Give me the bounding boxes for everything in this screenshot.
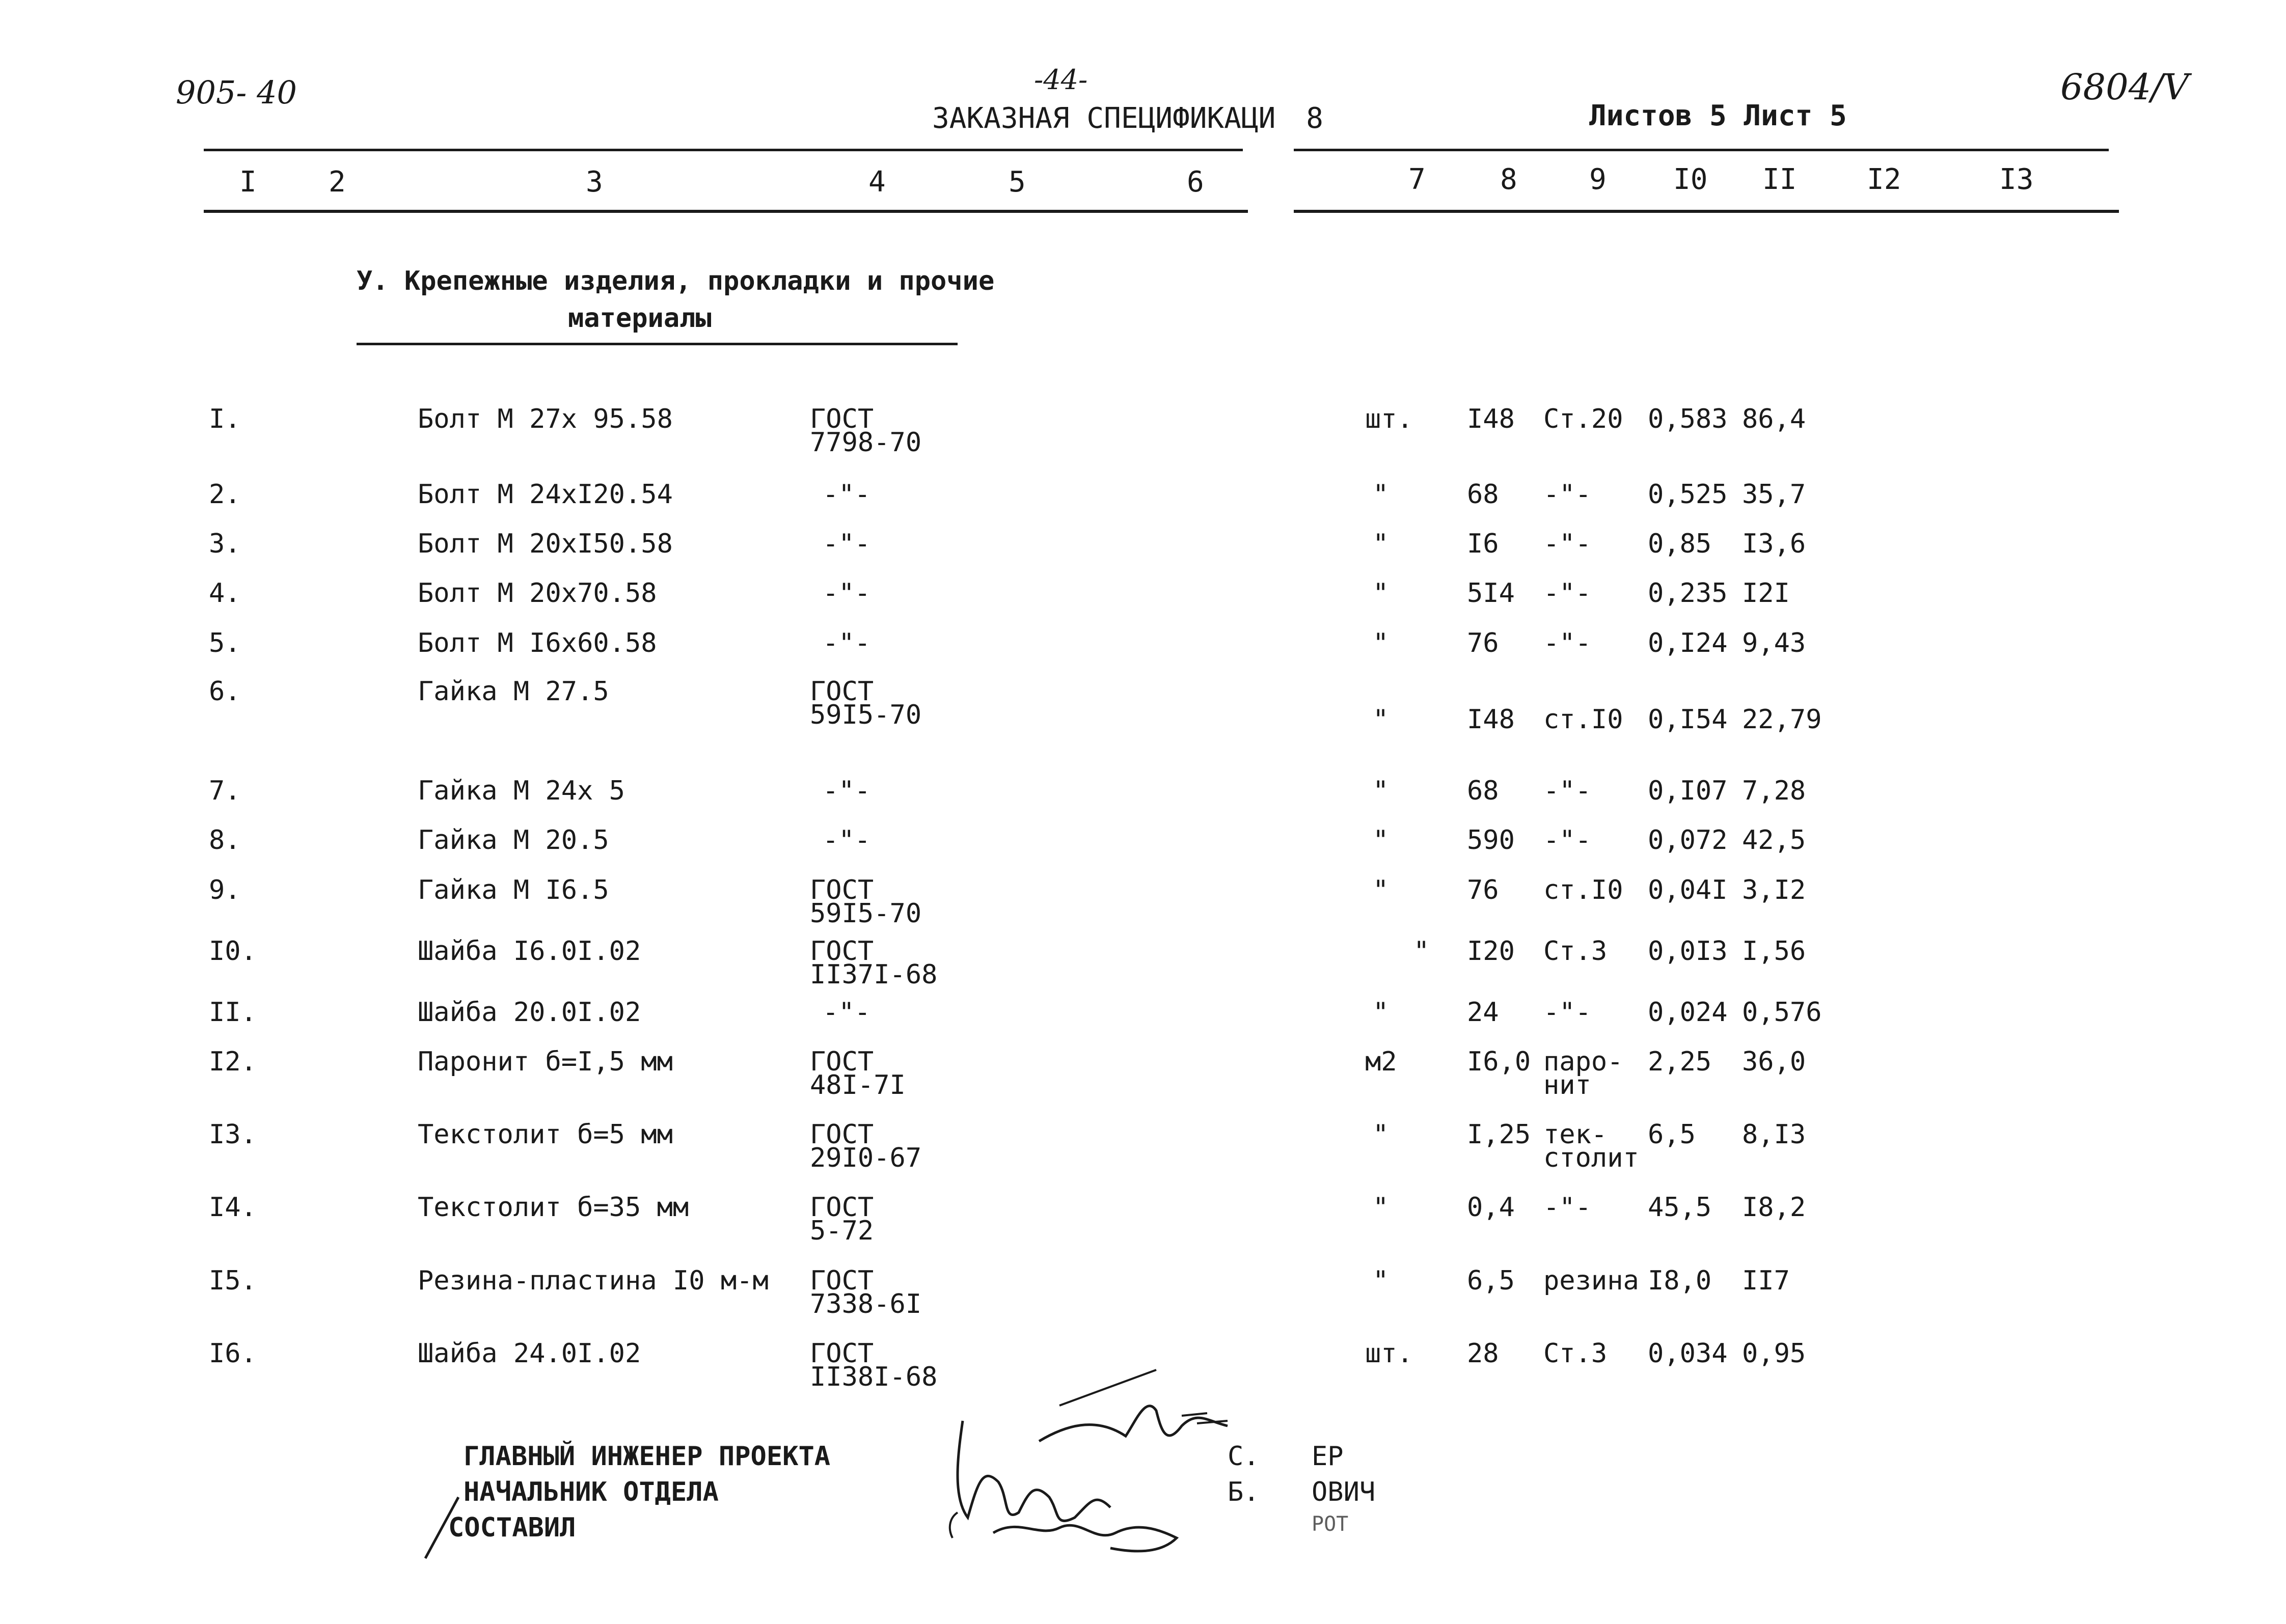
row-number: II.: [209, 997, 257, 1028]
signature-surname: ЕР: [1312, 1441, 1344, 1472]
unit: ": [1373, 1119, 1389, 1150]
unit-weight: 0,85: [1648, 529, 1712, 559]
total-weight: 9,43: [1742, 628, 1806, 658]
header-rule-bottom-left: [204, 210, 1248, 213]
unit: ": [1373, 479, 1389, 510]
total-weight: I2I: [1742, 578, 1790, 609]
item-name: Гайка М 24х 5: [418, 776, 625, 806]
unit-weight: 0,583: [1648, 404, 1728, 434]
header-rule-bottom-right: [1294, 210, 2119, 213]
item-name: Болт М 20хI50.58: [418, 529, 673, 559]
quantity: I48: [1467, 704, 1515, 735]
material: паро-: [1543, 1047, 1623, 1077]
row-number: I2.: [209, 1047, 257, 1077]
unit-weight: 0,235: [1648, 578, 1728, 609]
standard-ref: -"-: [823, 997, 870, 1028]
unit-weight: 6,5: [1648, 1119, 1696, 1150]
quantity: I6,0: [1467, 1047, 1531, 1077]
total-weight: 42,5: [1742, 825, 1806, 856]
item-name: Шайба I6.0I.02: [418, 936, 641, 967]
material: -"-: [1543, 479, 1591, 510]
standard-ref: 48I-7I: [810, 1070, 906, 1100]
item-name: Болт М 20х70.58: [418, 578, 657, 609]
unit: ": [1413, 936, 1430, 967]
unit: ": [1373, 1192, 1389, 1223]
signature-role: НАЧАЛЬНИК ОТДЕЛА: [464, 1477, 719, 1507]
unit: шт.: [1365, 404, 1413, 434]
standard-ref: II38I-68: [810, 1362, 938, 1392]
material: -"-: [1543, 628, 1591, 658]
item-name: Шайба 24.0I.02: [418, 1338, 641, 1369]
quantity: I,25: [1467, 1119, 1531, 1150]
signature-surname: ОВИЧ: [1312, 1477, 1376, 1507]
column-number: 2: [329, 166, 346, 199]
unit-weight: 0,I07: [1648, 776, 1728, 806]
item-name: Болт М I6х60.58: [418, 628, 657, 658]
item-name: Паронит б=I,5 мм: [418, 1047, 673, 1077]
row-number: 5.: [209, 628, 241, 658]
unit: ": [1373, 578, 1389, 609]
quantity: 5I4: [1467, 578, 1515, 609]
material: -"-: [1543, 1192, 1591, 1223]
row-number: 2.: [209, 479, 241, 510]
quantity: I48: [1467, 404, 1515, 434]
slash-mark: [418, 1492, 464, 1563]
unit: ": [1373, 825, 1389, 856]
total-weight: 35,7: [1742, 479, 1806, 510]
standard-ref: 29I0-67: [810, 1143, 922, 1173]
unit: ": [1373, 875, 1389, 905]
row-number: I4.: [209, 1192, 257, 1223]
signature-initial: С.: [1228, 1441, 1260, 1472]
standard-ref: II37I-68: [810, 959, 938, 990]
total-weight: 3,I2: [1742, 875, 1806, 905]
standard-ref: 59I5-70: [810, 700, 922, 730]
item-name: Гайка М 20.5: [418, 825, 609, 856]
unit-weight: 45,5: [1648, 1192, 1712, 1223]
section-title-continuation: материалы: [568, 303, 712, 334]
row-number: 7.: [209, 776, 241, 806]
item-name: Шайба 20.0I.02: [418, 997, 641, 1028]
row-number: 9.: [209, 875, 241, 905]
item-name: Гайка М 27.5: [418, 676, 609, 707]
total-weight: I,56: [1742, 936, 1806, 967]
row-number: I6.: [209, 1338, 257, 1369]
header-rule-top-left: [204, 149, 1243, 151]
standard-ref: ГОСТ: [810, 1265, 874, 1296]
standard-ref: ГОСТ: [810, 676, 874, 707]
row-number: I.: [209, 404, 241, 434]
total-weight: 7,28: [1742, 776, 1806, 806]
quantity: 28: [1467, 1338, 1499, 1369]
section-title: У. Крепежные изделия, прокладки и прочие: [357, 266, 995, 296]
material: ст.I0: [1543, 704, 1623, 735]
total-weight: 22,79: [1742, 704, 1822, 735]
column-number: I3: [1999, 163, 2034, 196]
quantity: 24: [1467, 997, 1499, 1028]
column-number: 9: [1589, 163, 1607, 196]
column-number: I0: [1673, 163, 1708, 196]
row-number: 6.: [209, 676, 241, 707]
signature-surname: РОТ: [1312, 1512, 1349, 1536]
sheets-label: Листов 5 Лист 5: [1589, 99, 1847, 132]
unit-weight: 0,072: [1648, 825, 1728, 856]
column-number: I: [239, 166, 257, 199]
material: Ст.20: [1543, 404, 1623, 434]
material: -"-: [1543, 529, 1591, 559]
standard-ref: ГОСТ: [810, 1047, 874, 1077]
item-name: Болт М 24хI20.54: [418, 479, 673, 510]
signature-role: ГЛАВНЫЙ ИНЖЕНЕР ПРОЕКТА: [464, 1441, 831, 1472]
column-number: II: [1762, 163, 1797, 196]
material: столит: [1543, 1143, 1639, 1173]
unit: м2: [1365, 1047, 1397, 1077]
material: -"-: [1543, 776, 1591, 806]
column-number: 7: [1408, 163, 1426, 196]
row-number: I0.: [209, 936, 257, 967]
column-number: 4: [868, 166, 886, 199]
standard-ref: 7798-70: [810, 427, 922, 458]
unit-weight: I8,0: [1648, 1265, 1712, 1296]
item-name: Текстолит б=5 мм: [418, 1119, 673, 1150]
item-name: Резина-пластина I0 м-м: [418, 1265, 769, 1296]
quantity: 590: [1467, 825, 1515, 856]
standard-ref: 7338-6I: [810, 1289, 922, 1319]
header-rule-top-right: [1294, 149, 2109, 151]
item-name: Гайка М I6.5: [418, 875, 609, 905]
standard-ref: -"-: [823, 628, 870, 658]
section-underline: [357, 343, 958, 345]
unit: ": [1373, 704, 1389, 735]
quantity: 6,5: [1467, 1265, 1515, 1296]
column-number: 5: [1009, 166, 1026, 199]
doc-code: 905- 40: [176, 74, 297, 111]
standard-ref: 59I5-70: [810, 898, 922, 929]
signature-initial: Б.: [1228, 1477, 1260, 1507]
row-number: 4.: [209, 578, 241, 609]
document-title: ЗАКАЗНАЯ СПЕЦИФИКАЦИ 8: [932, 102, 1324, 135]
unit: ": [1373, 1265, 1389, 1296]
column-number: 3: [586, 166, 603, 199]
standard-ref: ГОСТ: [810, 1192, 874, 1223]
quantity: 68: [1467, 479, 1499, 510]
material: нит: [1543, 1070, 1591, 1100]
material: ст.I0: [1543, 875, 1623, 905]
standard-ref: -"-: [823, 825, 870, 856]
unit: ": [1373, 628, 1389, 658]
unit-weight: 0,525: [1648, 479, 1728, 510]
standard-ref: 5-72: [810, 1216, 874, 1246]
material: Ст.3: [1543, 936, 1608, 967]
material: резина: [1543, 1265, 1639, 1296]
unit: ": [1373, 776, 1389, 806]
quantity: 68: [1467, 776, 1499, 806]
quantity: 0,4: [1467, 1192, 1515, 1223]
standard-ref: -"-: [823, 776, 870, 806]
page-number: -44-: [1034, 64, 1088, 96]
standard-ref: ГОСТ: [810, 875, 874, 905]
standard-ref: -"-: [823, 529, 870, 559]
standard-ref: ГОСТ: [810, 936, 874, 967]
quantity: I20: [1467, 936, 1515, 967]
row-number: I5.: [209, 1265, 257, 1296]
row-number: 8.: [209, 825, 241, 856]
unit-weight: 2,25: [1648, 1047, 1712, 1077]
material: Ст.3: [1543, 1338, 1608, 1369]
material: -"-: [1543, 825, 1591, 856]
column-number: I2: [1867, 163, 1901, 196]
standard-ref: -"-: [823, 479, 870, 510]
standard-ref: -"-: [823, 578, 870, 609]
standard-ref: ГОСТ: [810, 404, 874, 434]
material: -"-: [1543, 578, 1591, 609]
total-weight: II7: [1742, 1265, 1790, 1296]
unit-weight: 0,04I: [1648, 875, 1728, 905]
unit-weight: 0,024: [1648, 997, 1728, 1028]
unit: ": [1373, 529, 1389, 559]
total-weight: 36,0: [1742, 1047, 1806, 1077]
unit-weight: 0,034: [1648, 1338, 1728, 1369]
unit: ": [1373, 997, 1389, 1028]
material: тек-: [1543, 1119, 1608, 1150]
unit-weight: 0,I24: [1648, 628, 1728, 658]
quantity: 76: [1467, 628, 1499, 658]
handwritten-signature: [942, 1365, 1248, 1568]
total-weight: 0,95: [1742, 1338, 1806, 1369]
total-weight: I3,6: [1742, 529, 1806, 559]
signature-role: СОСТАВИЛ: [448, 1512, 576, 1543]
material: -"-: [1543, 997, 1591, 1028]
archive-number: 6804/V: [2060, 66, 2189, 108]
unit-weight: 0,0I3: [1648, 936, 1728, 967]
total-weight: 86,4: [1742, 404, 1806, 434]
standard-ref: ГОСТ: [810, 1338, 874, 1369]
column-number: 6: [1187, 166, 1204, 199]
total-weight: I8,2: [1742, 1192, 1806, 1223]
standard-ref: ГОСТ: [810, 1119, 874, 1150]
total-weight: 0,576: [1742, 997, 1822, 1028]
total-weight: 8,I3: [1742, 1119, 1806, 1150]
item-name: Текстолит б=35 мм: [418, 1192, 689, 1223]
column-number: 8: [1500, 163, 1517, 196]
item-name: Болт М 27х 95.58: [418, 404, 673, 434]
quantity: I6: [1467, 529, 1499, 559]
quantity: 76: [1467, 875, 1499, 905]
row-number: I3.: [209, 1119, 257, 1150]
unit: шт.: [1365, 1338, 1413, 1369]
unit-weight: 0,I54: [1648, 704, 1728, 735]
row-number: 3.: [209, 529, 241, 559]
